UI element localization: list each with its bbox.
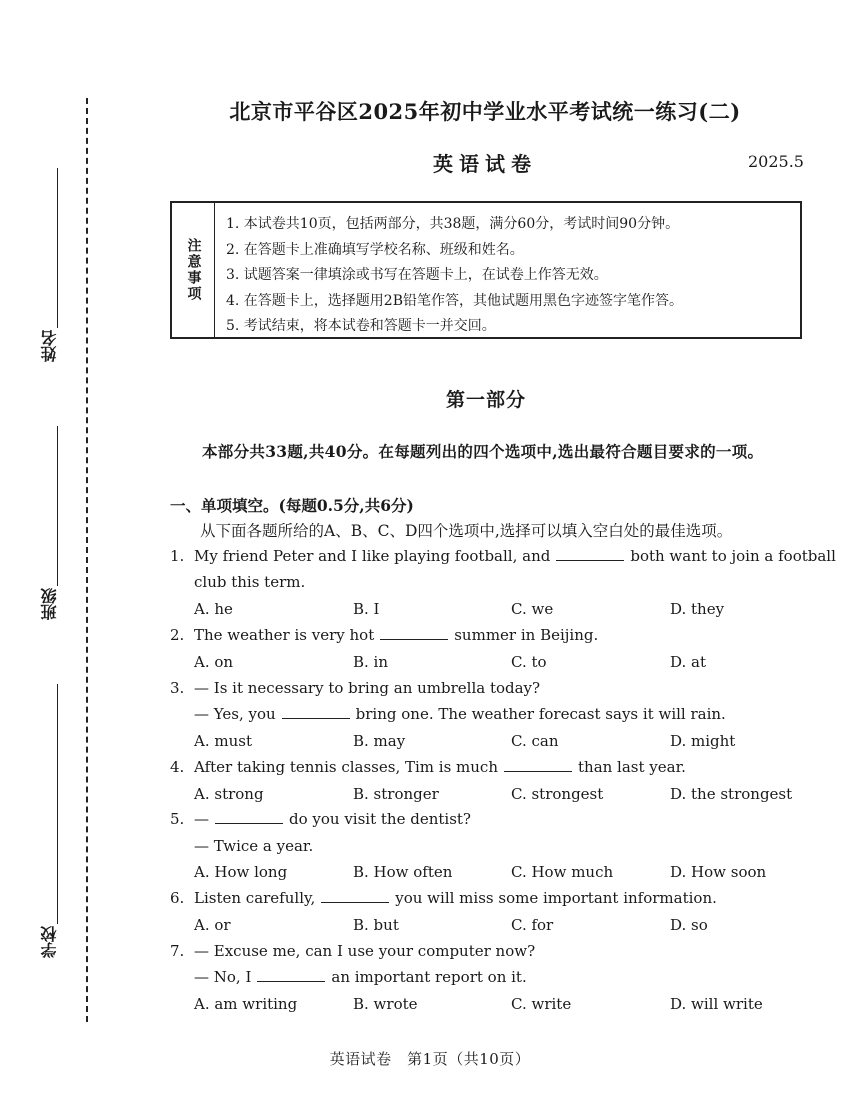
school-label: 学校 (39, 926, 59, 958)
question-5 (170, 810, 471, 828)
question-number: 7. (170, 942, 185, 960)
question-number: 4. (170, 758, 185, 776)
option-b: B. may (353, 732, 406, 750)
question-text: The weather is very hot (194, 626, 375, 644)
class-underline (57, 426, 58, 586)
option-a: A. or (194, 916, 231, 934)
exam-subject: 英语试卷 (433, 152, 537, 176)
answer-blank (504, 759, 572, 772)
question-3 (170, 679, 540, 697)
option-b: B. in (353, 653, 389, 671)
notice-heading: 注意事项 (172, 203, 215, 337)
notice-item: 1. 本试卷共10页，包括两部分，共38题，满分60分，考试时间90分钟。 (226, 216, 680, 232)
question-6 (170, 889, 717, 907)
option-b: B. wrote (353, 995, 418, 1013)
option-c: C. for (511, 916, 554, 934)
answer-blank (380, 627, 448, 640)
question-text: — No, I (194, 968, 252, 986)
option-c: C. How much (511, 863, 614, 881)
answer-blank (257, 969, 325, 982)
option-a: A. strong (194, 785, 264, 803)
option-c: C. to (511, 653, 547, 671)
option-d: D. the strongest (670, 785, 793, 803)
option-a: A. must (194, 732, 252, 750)
notice-item: 3. 试题答案一律填涂或书写在答题卡上，在试卷上作答无效。 (226, 267, 608, 283)
option-b: B. I (353, 600, 380, 618)
option-c: C. strongest (511, 785, 604, 803)
option-d: D. might (670, 732, 736, 750)
question-text: — (194, 810, 209, 828)
section-heading: 一、单项填空。(每题0.5分,共6分) (170, 496, 414, 515)
notice-item: 2. 在答题卡上准确填写学校名称、班级和姓名。 (226, 241, 524, 258)
option-b: B. but (353, 916, 399, 934)
question-text: After taking tennis classes, Tim is much (194, 758, 498, 776)
binding-dashed-line (86, 98, 88, 1022)
question-text: than last year. (578, 758, 686, 776)
question-number: 2. (170, 626, 185, 644)
question-text: Listen carefully, (194, 889, 316, 907)
name-label: 姓名 (39, 330, 59, 362)
question-text: bring one. The weather forecast says it will rain. (355, 705, 726, 723)
option-a: A. on (194, 653, 234, 671)
question-number: 3. (170, 679, 185, 697)
option-d: D. they (670, 600, 725, 618)
question-text: — Yes, you (194, 705, 276, 723)
class-label: 班级 (39, 588, 59, 620)
page-footer: 英语试卷 第1页（共10页） (329, 1050, 531, 1068)
question-text: — Excuse me, can I use your computer now? (194, 942, 536, 960)
question-4 (170, 758, 686, 776)
question-7 (170, 942, 535, 960)
option-a: A. am writing (194, 995, 298, 1013)
part-title: 第一部分 (445, 389, 526, 411)
question-text: an important report on it. (331, 968, 527, 986)
question-7-reply (194, 968, 527, 986)
answer-blank (321, 890, 389, 903)
question-number: 6. (170, 889, 185, 907)
question-text: you will miss some important information. (395, 889, 717, 907)
notice-item: 5. 考试结束，将本试卷和答题卡一并交回。 (226, 318, 496, 334)
answer-blank (282, 706, 350, 719)
question-number: 1. (170, 547, 185, 565)
notice-list (226, 212, 683, 340)
question-1 (170, 547, 836, 565)
notice-item: 4. 在答题卡上，选择题用2B铅笔作答，其他试题用黑色字迹签字笔作答。 (226, 292, 684, 309)
question-1-continued: club this term. (194, 573, 306, 591)
option-c: C. we (511, 600, 554, 618)
option-d: D. so (670, 916, 708, 934)
question-number: 5. (170, 810, 185, 828)
option-d: D. at (670, 653, 706, 671)
question-text: both want to join a football (630, 547, 836, 565)
option-c: C. can (511, 732, 559, 750)
question-text: My friend Peter and I like playing football, and (194, 547, 551, 565)
option-a: A. he (194, 600, 233, 618)
answer-blank (556, 548, 624, 561)
exam-title: 北京市平谷区2025年初中学业水平考试统一练习(二) (229, 99, 741, 124)
option-c: C. write (511, 995, 572, 1013)
question-text: summer in Beijing. (454, 626, 599, 644)
question-2 (170, 626, 598, 644)
school-underline (57, 684, 58, 924)
part-intro: 本部分共33题,共40分。在每题列出的四个选项中,选出最符合题目要求的一项。 (202, 442, 764, 461)
option-d: D. How soon (670, 863, 767, 881)
question-3-reply (194, 705, 726, 723)
question-text: do you visit the dentist? (289, 810, 471, 828)
option-b: B. How often (353, 863, 453, 881)
name-underline (57, 168, 58, 328)
answer-blank (215, 811, 283, 824)
exam-date: 2025.5 (748, 152, 804, 171)
question-5-reply: — Twice a year. (194, 837, 314, 855)
option-d: D. will write (670, 995, 763, 1013)
option-b: B. stronger (353, 785, 439, 803)
question-text: — Is it necessary to bring an umbrella today? (194, 679, 541, 697)
section-instruction: 从下面各题所给的A、B、C、D四个选项中,选择可以填入空白处的最佳选项。 (200, 522, 733, 540)
option-a: A. How long (194, 863, 288, 881)
notice-box (170, 201, 802, 339)
